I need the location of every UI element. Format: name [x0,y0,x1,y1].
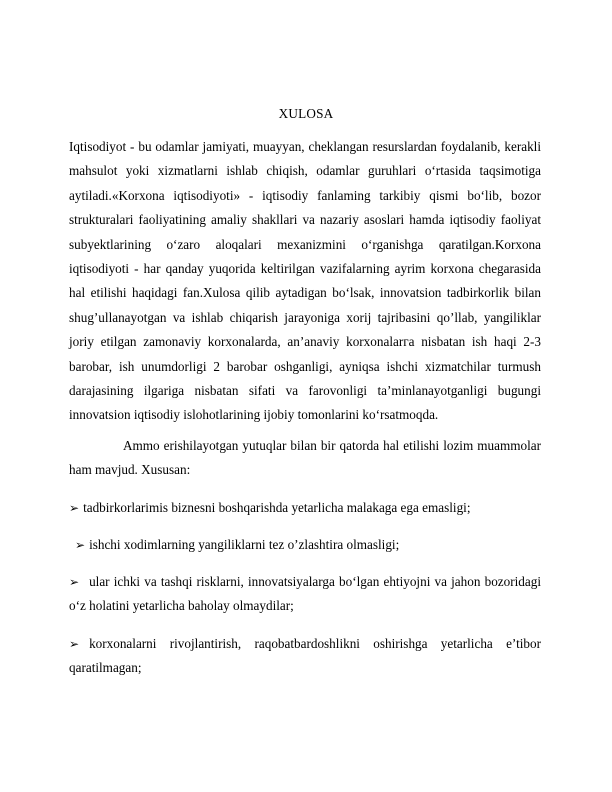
arrow-bullet-icon: ➢ [69,501,80,515]
bullet-item [69,632,541,681]
bullet-text: korxonalarni rivojlantirish, raqobatbardoshlikni oshirishga yetarlicha e’tibor qaratilmagan; [69,636,541,676]
bullet-item [69,570,541,619]
arrow-bullet-icon: ➢ [69,637,80,651]
arrow-bullet-icon: ➢ [75,538,86,552]
bullet-item [69,496,541,520]
bullet-text: tadbirkorlarimis biznesni boshqarishda yetarlicha malakaga ega emasligi; [83,500,471,515]
bullet-item [75,533,541,557]
paragraph-intro: Iqtisodiyot - bu odamlar jamiyati, muayyan, cheklangan resurslardan foydalanib, kerakli mahsulot yoki xizmatlarni ishlab chiqish, odamlar guruhlari o‘rtasida taqsimotiga aytiladi.«Korxona iqtisodiyoti» - iqtisodiy fanlaming tarkibiy qismi bo‘lib, bozor strukturalari faoliyatining amaliy shakllari va nazariy asoslari hamda iqtisodiy faoliyat subyektlarining o‘zaro aloqalari mexanizmini o‘rganishga qaratilgan.Korxona iqtisodiyoti - har qanday yuqorida keltirilgan vazifalarning ayrim korxona chegarasida hal etilishi haqidagi fan.Xulosa qilib aytadigan bo‘lsak, innovatsion tadbirkorlik bilan shug’ullanayotgan va ishlab chiqarish jarayoniga xorij tajribasini qo’llab, yangiliklar joriy etilgan zamonaviy korxonalarda, an’anaviy korxonalarга nisbatan ish haqi 2-3 barobar, ish unumdorligi 2 barobar oshganligi, ayniqsa ishchi xizmatchilar turmush darajasining ilgariga nisbatan sifati va farovonligi ta’minlanayotganligi bugungi innovatsion iqtisodiy islohotlarining ijobiy tomonlarini ko‘rsatmoqda. [69,139,541,423]
paragraph-problems-intro: Ammo erishilayotgan yutuqlar bilan bir qatorda hal etilishi lozim muammolar ham mavjud. Xususan: [69,438,541,478]
arrow-bullet-icon: ➢ [69,575,80,589]
document-title: XULOSA [278,106,334,121]
bullet-text: ishchi xodimlarning yangiliklarni tez o’zlashtira olmasligi; [89,537,400,552]
bullet-text: ular ichki va tashqi risklarni, innovatsiyalarga bo‘lgan ehtiyojni va jahon bozoridagi o‘z holatini yetarlicha baholay olmaydilar; [69,574,541,614]
